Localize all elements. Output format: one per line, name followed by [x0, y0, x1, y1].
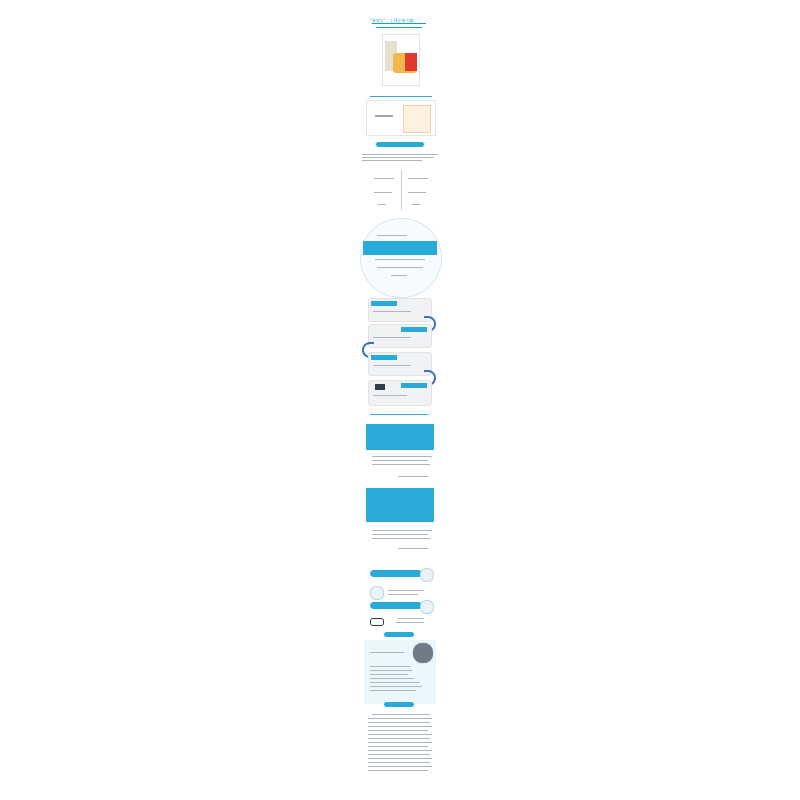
feature-grid [366, 170, 436, 210]
section-title-author [384, 632, 414, 637]
section-title-contents [384, 702, 414, 707]
quote-block-2 [366, 488, 434, 522]
quote-block-1 [366, 424, 434, 450]
book-cover-icon [382, 34, 420, 86]
header-ribbon: "备课宝"、上课必备书籍 [370, 18, 414, 23]
step-card-4 [368, 380, 432, 406]
magnifier-icon [370, 586, 384, 600]
author-panel [364, 640, 436, 704]
circle-block [360, 218, 442, 298]
page-strip [362, 12, 438, 788]
section-title-features [376, 142, 424, 147]
section-title-practice [370, 570, 422, 577]
step-card-1 [368, 298, 432, 322]
step-card-3 [368, 352, 432, 376]
glasses-icon [370, 618, 384, 626]
pen-icon [420, 568, 434, 582]
sample-pages [366, 100, 436, 136]
step-card-2 [368, 324, 432, 348]
author-photo [412, 642, 434, 664]
